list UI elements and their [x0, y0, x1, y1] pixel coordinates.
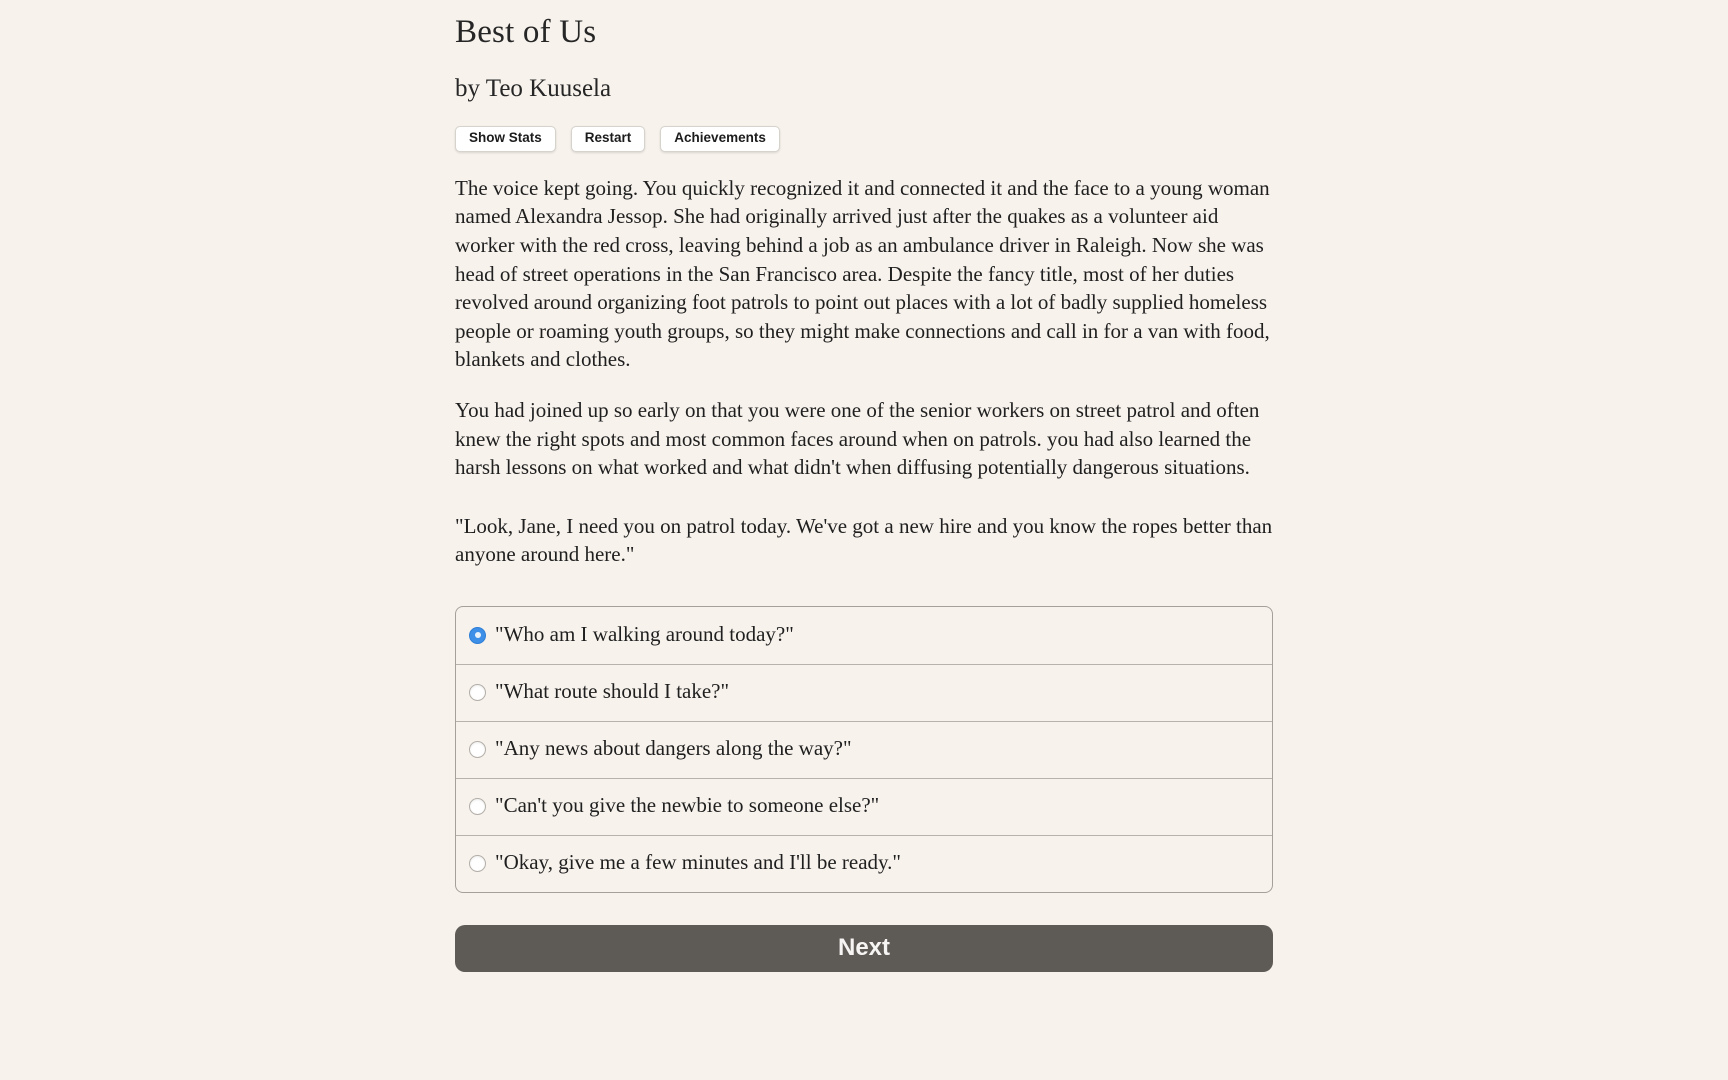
choice-option-label[interactable]: "Any news about dangers along the way?": [495, 736, 852, 761]
story-text: [455, 174, 1273, 569]
choice-list: [455, 606, 1273, 893]
story-paragraph: The voice kept going. You quickly recognized it and connected it and the face to a young woman named Alexandra Jessop. She had originally arrived just after the quakes as a volunteer aid worker with the red cross, leaving behind a job as an ambulance driver in Raleigh. Now she was head of street operations in the San Francisco area. Despite the fancy title, most of her duties revolved around organizing foot patrols to point out places with a lot of badly supplied homeless people or roaming youth groups, so they might make connections and call in for a van with food, blankets and clothes.: [455, 175, 1270, 372]
game-title: Best of Us: [455, 14, 597, 50]
next-button[interactable]: Next: [455, 925, 1273, 972]
author-byline: by Teo Kuusela: [455, 74, 612, 102]
choice-option-5[interactable]: [456, 835, 1272, 892]
game-page: [455, 0, 1273, 972]
show-stats-button[interactable]: Show Stats: [455, 126, 556, 152]
story-paragraph: "Look, Jane, I need you on patrol today. We've got a new hire and you know the ropes better than anyone around here.": [455, 513, 1273, 567]
choice-option-2[interactable]: [456, 664, 1272, 721]
radio-button-icon[interactable]: [469, 684, 486, 701]
toolbar: [455, 126, 1273, 152]
choice-option-4[interactable]: [456, 778, 1272, 835]
radio-button-icon[interactable]: [469, 855, 486, 872]
choice-option-3[interactable]: [456, 721, 1272, 778]
achievements-button[interactable]: Achievements: [660, 126, 780, 152]
radio-button-icon[interactable]: [469, 798, 486, 815]
radio-button-icon[interactable]: [469, 741, 486, 758]
choice-option-label[interactable]: "What route should I take?": [495, 679, 730, 704]
choice-option-1[interactable]: [456, 607, 1272, 664]
radio-button-icon[interactable]: [469, 627, 486, 644]
choice-option-label[interactable]: "Okay, give me a few minutes and I'll be ready.": [495, 850, 901, 875]
choice-option-label[interactable]: "Who am I walking around today?": [495, 621, 794, 646]
restart-button[interactable]: Restart: [571, 126, 646, 152]
story-paragraph: You had joined up so early on that you were one of the senior workers on street patrol and often knew the right spots and most common faces around when on patrols. you had also learned the harsh lessons on what worked and what didn't when diffusing potentially dangerous situations.: [455, 397, 1260, 480]
choice-option-label[interactable]: "Can't you give the newbie to someone else?": [495, 793, 880, 818]
